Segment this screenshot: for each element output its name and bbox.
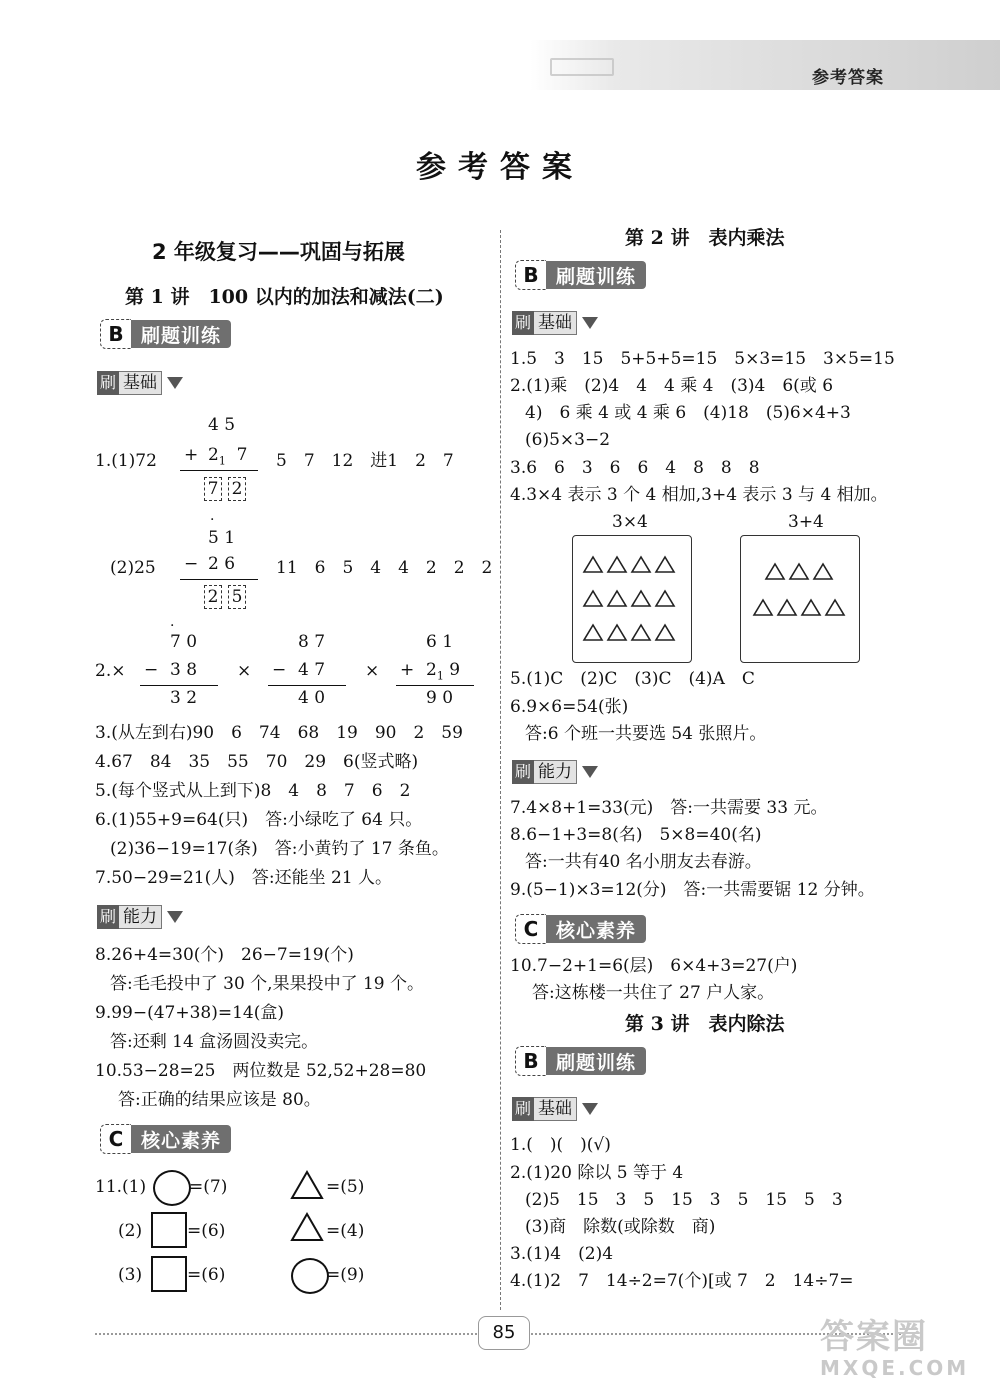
- answer-line: 10.7−2+1=6(层) 6×4+3=27(户): [510, 956, 798, 976]
- figure-label-a: 3×4: [612, 512, 648, 532]
- unit-title: 2 年级复习——巩固与拓展: [152, 240, 405, 264]
- answer-line: 5.(每个竖式从上到下)8 4 8 7 6 2: [95, 781, 411, 801]
- shua-label: 刷: [97, 905, 119, 929]
- answer-line: 5.(1)C (2)C (3)C (4)A C: [510, 669, 755, 689]
- subheading-name: 能力: [119, 905, 162, 929]
- calc-result: 2 5: [204, 585, 252, 609]
- q1-2-tail: 11 6 5 4 4 2 2 2: [276, 558, 493, 578]
- answer-line: 3.(从左到右)90 6 74 68 19 90 2 59: [95, 723, 463, 743]
- answer-line: 3.(1)4 (2)4: [510, 1244, 614, 1264]
- answer-line: 答:6 个班一共要选 54 张照片。: [525, 724, 767, 744]
- q11-2-prefix: (2): [118, 1221, 143, 1241]
- answer-line: (2)5 15 3 5 15 3 5 15 5 3: [525, 1190, 843, 1210]
- calc-op: −: [272, 660, 287, 680]
- triangle-grid-b-drawing: [741, 536, 859, 662]
- calc-result: 7 2: [204, 477, 252, 501]
- answer-line: 2.(1)20 除以 5 等于 4: [510, 1163, 684, 1183]
- answer-line: 3.6 6 3 6 6 4 8 8 8: [510, 458, 760, 478]
- section-badge-b: [515, 1046, 646, 1076]
- answer-line: 4.(1)2 7 14÷2=7(个)[或 7 2 14÷7=: [510, 1271, 854, 1291]
- header-label: 参考答案: [812, 68, 884, 88]
- badge-letter: C: [100, 1124, 131, 1154]
- subheading-basic: [97, 370, 183, 396]
- q1-1-tail: 5 7 12 进1 2 7: [276, 451, 454, 471]
- answer-line: (2)36−19=17(条) 答:小黄钓了 17 条鱼。: [110, 839, 449, 859]
- calc-mid: 4 7: [298, 660, 326, 680]
- q2-mark-a: ×: [237, 661, 252, 681]
- lecture-2-title: 第 2 讲 表内乘法: [625, 227, 785, 249]
- watermark-line1: 答案圈: [820, 1317, 928, 1357]
- answer-line: 10.53−28=25 两位数是 52,52+28=80: [95, 1061, 427, 1081]
- shape-value: =(7): [189, 1177, 228, 1197]
- column-divider: [500, 230, 501, 1310]
- calc-op: −: [184, 554, 199, 574]
- answer-line: 答:这栋楼一共住了 27 户人家。: [532, 983, 775, 1003]
- section-badge-b: [515, 260, 646, 290]
- answer-line: 答:毛毛投中了 30 个,果果投中了 19 个。: [110, 974, 425, 994]
- q1-2-prefix: (2)25: [110, 558, 156, 578]
- calc-mid: 2 6: [208, 554, 236, 574]
- badge-letter: B: [515, 1046, 546, 1076]
- section-badge-b: [100, 319, 231, 349]
- answer-line: 6.(1)55+9=64(只) 答:小绿吃了 64 只。: [95, 810, 423, 830]
- vertical-calc-q1-1: [180, 415, 260, 505]
- calc-rule: [396, 685, 474, 686]
- shua-label: 刷: [512, 311, 534, 335]
- shape-value: =(6): [187, 1265, 226, 1285]
- answer-line: 1.( )( )(√): [510, 1135, 611, 1155]
- badge-text: 核心素养: [546, 915, 646, 943]
- calc-mid: $2_1$ 9: [426, 660, 461, 683]
- vertical-calc-q2-c: [396, 632, 476, 712]
- square-shape: [151, 1256, 187, 1292]
- answer-line: 8.26+4=30(个) 26−7=19(个): [95, 945, 354, 965]
- answer-line: 4) 6 乘 4 或 4 乘 6 (4)18 (5)6×4+3: [525, 403, 851, 423]
- vertical-calc-q2-a: [140, 632, 220, 712]
- triangle-grid-a-drawing: [573, 536, 691, 662]
- figure-label-b: 3+4: [788, 512, 824, 532]
- q11-3-prefix: (3): [118, 1265, 143, 1285]
- borrow-dot: ·: [170, 618, 175, 634]
- answer-line: 答:一共有40 名小朋友去春游。: [525, 852, 762, 872]
- calc-result: 3 2: [170, 688, 198, 708]
- carry-dot: ·: [210, 512, 215, 528]
- badge-text: 刷题训练: [546, 1047, 646, 1075]
- subheading-name: 基础: [534, 1097, 577, 1121]
- q11-prefix: 11.(1): [95, 1177, 147, 1197]
- badge-letter: C: [515, 914, 546, 944]
- calc-top: 8 7: [298, 632, 326, 652]
- calc-top: 4 5: [208, 415, 236, 435]
- subheading-name: 能力: [534, 760, 577, 784]
- q1-1-prefix: 1.(1)72: [95, 451, 157, 471]
- subheading-ability: [97, 904, 183, 930]
- lecture-1-title: 第 1 讲 100 以内的加法和减法(二): [125, 286, 444, 308]
- answer-line: (3)商 除数(或除数 商): [525, 1217, 716, 1237]
- section-badge-c: [515, 914, 646, 944]
- triangle-grid-b: [740, 535, 860, 663]
- triangle-down-icon: [582, 1103, 598, 1115]
- lecture-3-title: 第 3 讲 表内除法: [625, 1013, 785, 1035]
- vertical-calc-q2-b: [268, 632, 348, 712]
- shape-value: =(4): [326, 1221, 365, 1241]
- answer-line: 7.4×8+1=33(元) 答:一共需要 33 元。: [510, 798, 828, 818]
- calc-mid: $2_1$ 7: [208, 445, 248, 468]
- calc-op: +: [184, 445, 199, 465]
- answer-line: 2.(1)乘 (2)4 4 4 乘 4 (3)4 6(或 6: [510, 376, 834, 396]
- triangle-down-icon: [582, 317, 598, 329]
- page-title: 参考答案: [416, 150, 584, 185]
- triangle-shape: [290, 1170, 324, 1200]
- answer-line: 7.50−29=21(人) 答:还能坐 21 人。: [95, 868, 393, 888]
- badge-text: 核心素养: [131, 1125, 231, 1153]
- shape-value: =(9): [326, 1265, 365, 1285]
- answer-line: 8.6−1+3=8(名) 5×8=40(名): [510, 825, 762, 845]
- calc-rule: [268, 685, 346, 686]
- q2-prefix: 2.×: [95, 661, 126, 681]
- badge-text: 刷题训练: [131, 320, 231, 348]
- page-number: 85: [478, 1316, 530, 1350]
- calc-top: 6 1: [426, 632, 454, 652]
- triangle-down-icon: [167, 377, 183, 389]
- answer-line: 1.5 3 15 5+5+5=15 5×3=15 3×5=15: [510, 349, 895, 369]
- calc-rule: [180, 470, 258, 471]
- badge-letter: B: [100, 319, 131, 349]
- calc-result: 9 0: [426, 688, 454, 708]
- shua-label: 刷: [512, 1097, 534, 1121]
- shua-label: 刷: [97, 371, 119, 395]
- badge-letter: B: [515, 260, 546, 290]
- answer-line: 答:正确的结果应该是 80。: [118, 1090, 321, 1110]
- answer-line: (6)5×3−2: [525, 430, 611, 450]
- triangle-grid-a: [572, 535, 692, 663]
- shape-value: =(5): [326, 1177, 365, 1197]
- calc-top: 7 0: [170, 632, 198, 652]
- circle-shape: [153, 1170, 191, 1206]
- subheading-name: 基础: [119, 371, 162, 395]
- section-badge-c: [100, 1124, 231, 1154]
- subheading-name: 基础: [534, 311, 577, 335]
- answer-line: 9.(5−1)×3=12(分) 答:一共需要锯 12 分钟。: [510, 880, 875, 900]
- square-shape: [151, 1212, 187, 1248]
- header-band: [530, 40, 1000, 90]
- watermark-line2: MXQE.COM: [820, 1356, 970, 1380]
- badge-text: 刷题训练: [546, 261, 646, 289]
- vertical-calc-q1-2: [180, 528, 260, 618]
- calc-rule: [180, 579, 258, 580]
- answer-line: 6.9×6=54(张): [510, 697, 629, 717]
- calc-top: 5 1: [208, 528, 236, 548]
- answer-line: 4.67 84 35 55 70 29 6(竖式略): [95, 752, 419, 772]
- calc-op: +: [400, 660, 415, 680]
- triangle-shape: [290, 1212, 324, 1242]
- answer-line: 4.3×4 表示 3 个 4 相加,3+4 表示 3 与 4 相加。: [510, 485, 888, 505]
- q2-mark-b: ×: [365, 661, 380, 681]
- triangle-down-icon: [167, 911, 183, 923]
- calc-mid: 3 8: [170, 660, 198, 680]
- circle-shape: [291, 1258, 329, 1294]
- calc-rule: [140, 685, 218, 686]
- calc-op: −: [144, 660, 159, 680]
- answer-line: 9.99−(47+38)=14(盒): [95, 1003, 285, 1023]
- watermark-logo: [820, 1318, 990, 1388]
- subheading-basic: [512, 310, 598, 336]
- subheading-basic: [512, 1096, 598, 1122]
- triangle-down-icon: [582, 766, 598, 778]
- answer-line: 答:还剩 14 盒汤圆没卖完。: [110, 1032, 319, 1052]
- subheading-ability: [512, 759, 598, 785]
- shua-label: 刷: [512, 760, 534, 784]
- calc-result: 4 0: [298, 688, 326, 708]
- shape-value: =(6): [187, 1221, 226, 1241]
